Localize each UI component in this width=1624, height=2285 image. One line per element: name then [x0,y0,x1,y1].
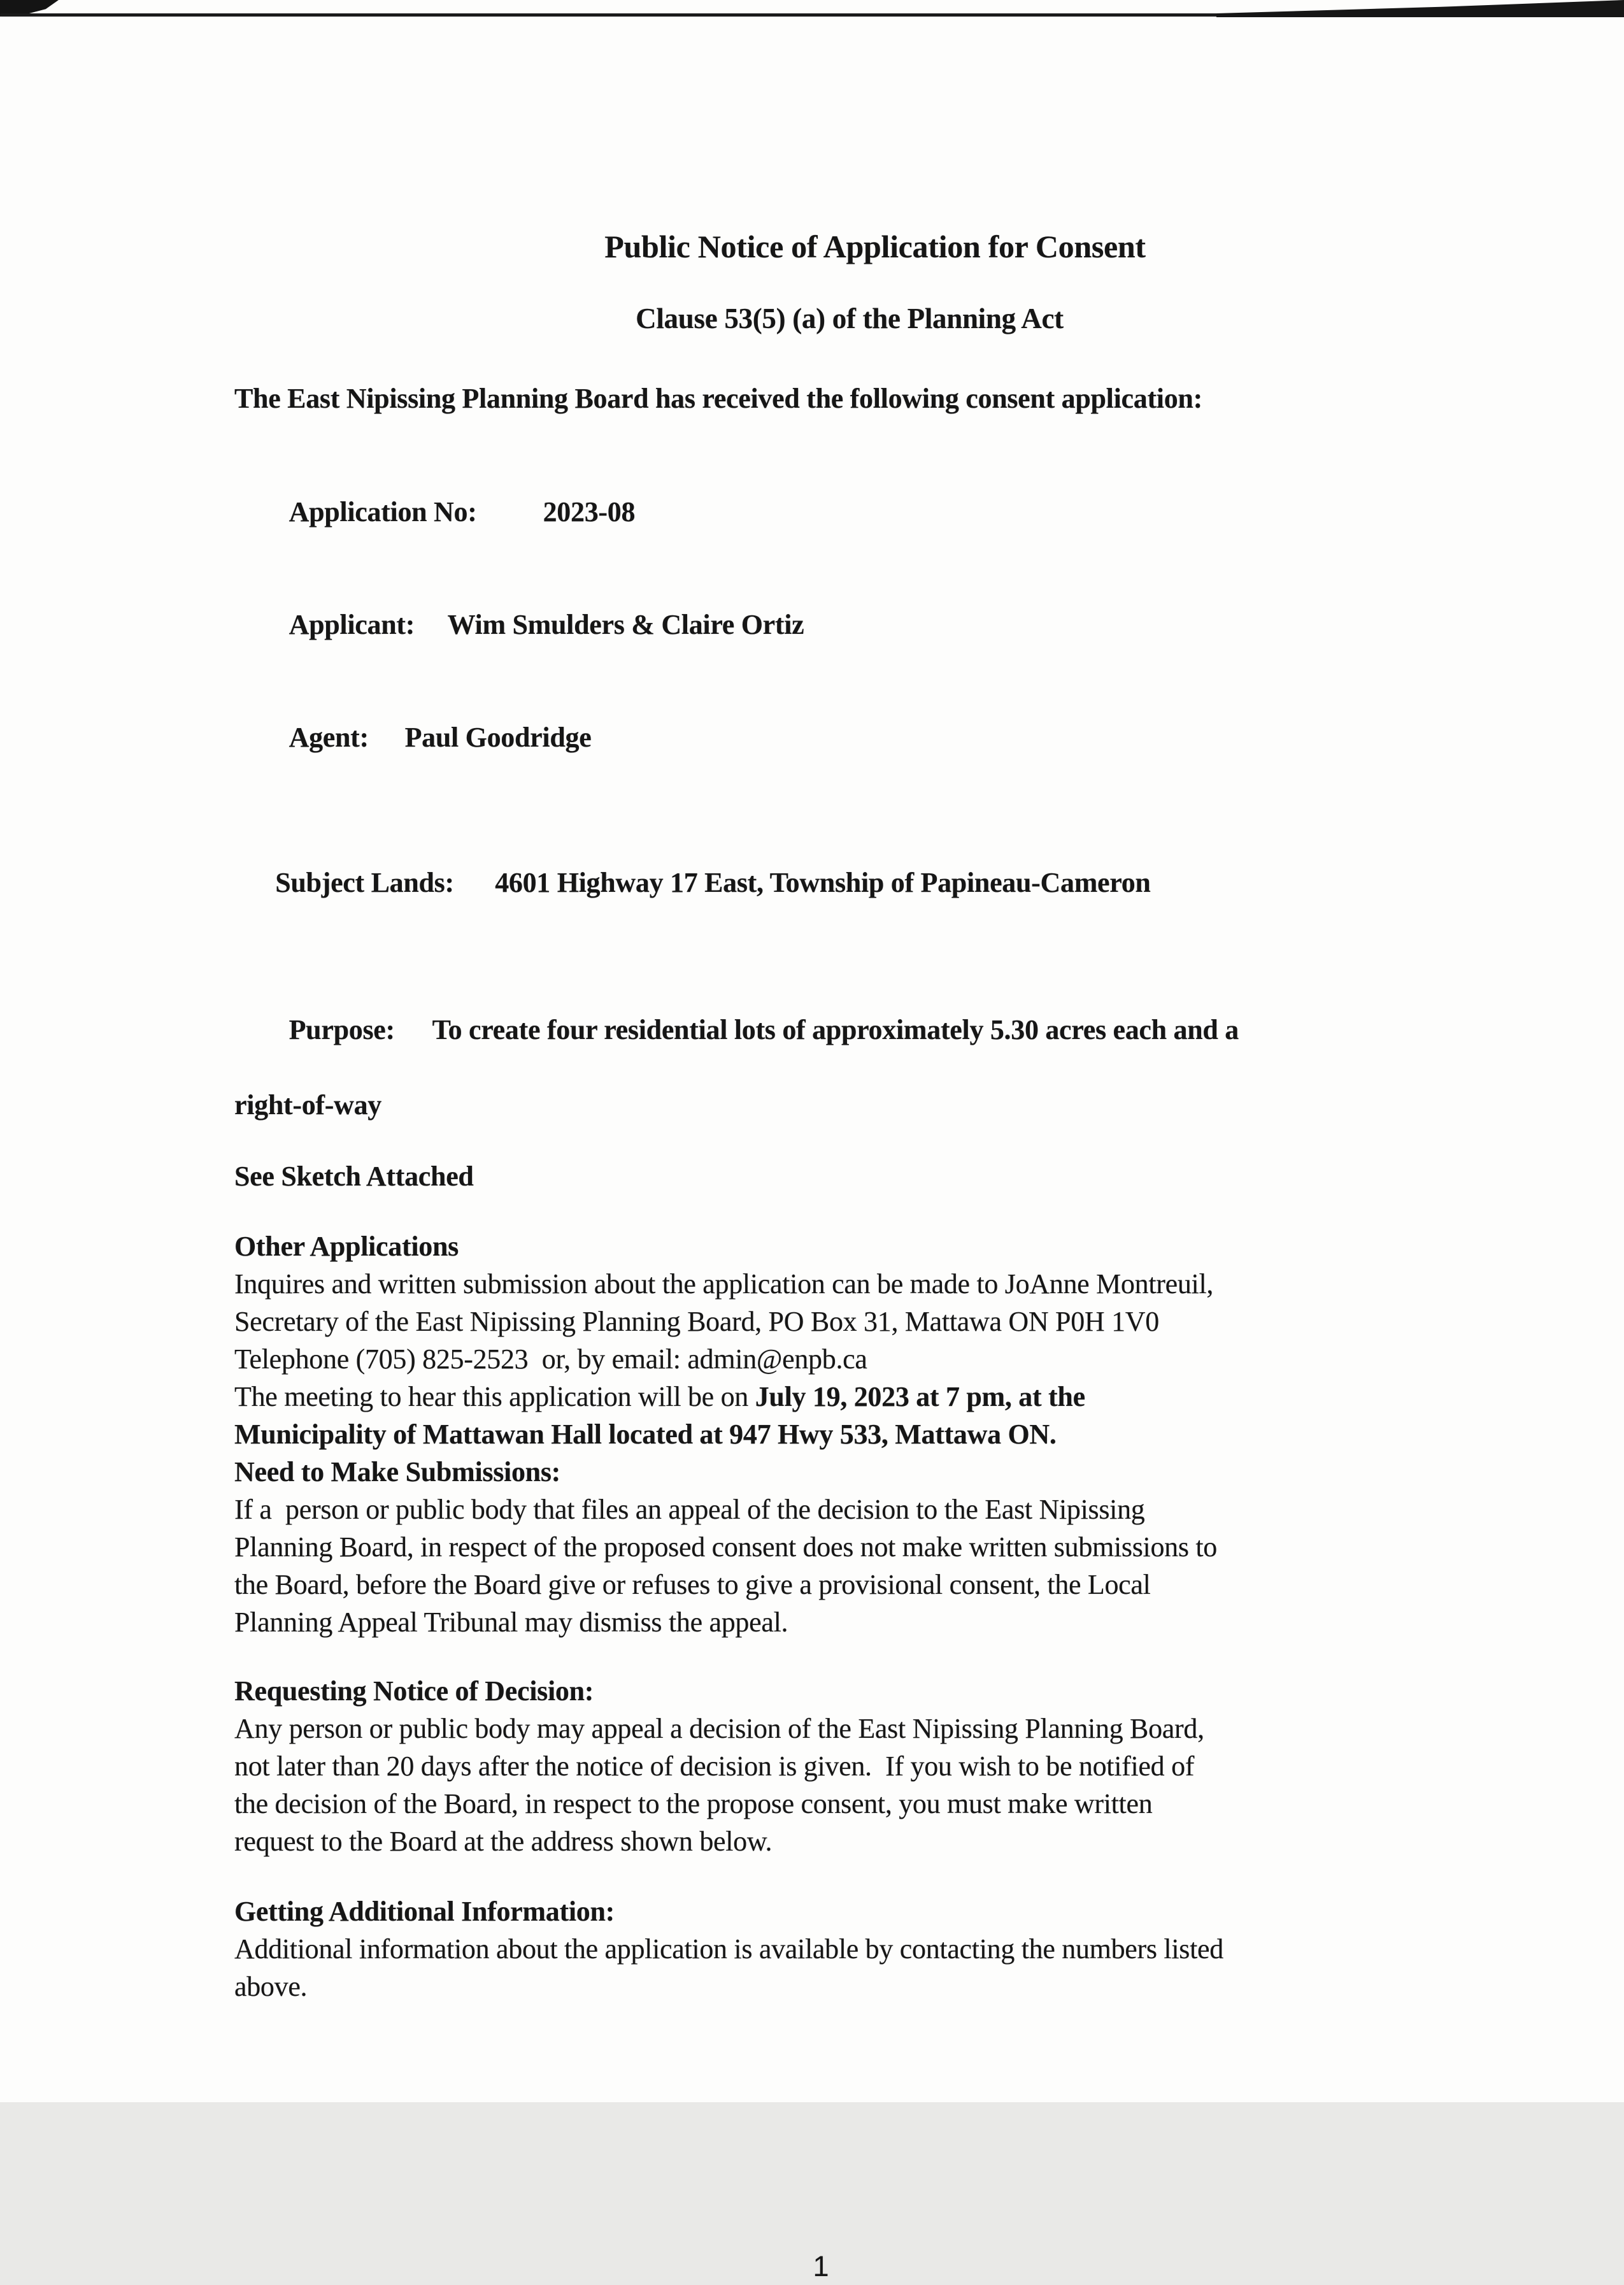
additional-info-line-2: above. [234,1971,308,2002]
page-title: Public Notice of Application for Consent [604,229,1146,264]
additional-info-line-1: Additional information about the application is available by contacting the numbers listed [234,1933,1223,1965]
submissions-line-2: Planning Board, in respect of the proposed consent does not make written submissions to [234,1531,1217,1563]
applicant-label: Applicant: [288,609,415,640]
additional-info-heading: Getting Additional Information: [234,1896,615,1927]
purpose-paragraph [234,973,1407,1124]
subject-lands-label: Subject Lands: [275,867,454,898]
meeting-text-bold: July 19, 2023 at 7 pm, at the [755,1381,1085,1412]
application-no-label: Application No: [288,496,477,527]
see-sketch-line: See Sketch Attached [234,1161,474,1192]
purpose-line-1 [234,973,1407,1086]
purpose-label: Purpose: [288,1014,395,1045]
application-no-row [234,455,1407,568]
meeting-text-regular: The meeting to hear this application will be on [234,1381,755,1412]
subject-lands-value: 4601 Highway 17 East, Township of Papineau-Cameron [495,867,1151,898]
requesting-line-2: not later than 20 days after the notice of decision is given. If you wish to be notified of [234,1751,1195,1782]
requesting-line-4: request to the Board at the address shown below. [234,1826,773,1857]
subject-lands-line [234,826,1407,939]
applicant-row [234,568,1407,681]
contact-line-1: Inquires and written submission about the application can be made to JoAnne Montreuil, [234,1268,1214,1300]
other-applications-heading: Other Applications [234,1231,459,1262]
meeting-line-2: Municipality of Mattawan Hall located at 947 Hwy 533, Mattawa ON. [234,1419,1057,1450]
purpose-value: To create four residential lots of approximately 5.30 acres each and a [432,1014,1239,1045]
need-submissions-heading: Need to Make Submissions: [234,1456,560,1487]
agent-value: Paul Goodridge [404,722,592,753]
intro-line: The East Nipissing Planning Board has received the following consent application: [234,383,1202,414]
page-number: 1 [813,2250,829,2282]
meeting-line-1 [234,1378,1407,1415]
requesting-notice-heading: Requesting Notice of Decision: [234,1675,594,1707]
purpose-line-2: right-of-way [234,1089,382,1121]
requesting-line-3: the decision of the Board, in respect to the propose consent, you must make written [234,1788,1153,1819]
application-no-value: 2023-08 [543,496,636,527]
page-subtitle: Clause 53(5) (a) of the Planning Act [636,303,1064,334]
submissions-line-3: the Board, before the Board give or refuses to give a provisional consent, the Local [234,1569,1151,1600]
agent-row [234,681,1407,794]
application-details [234,455,1407,794]
contact-line-3: Telephone (705) 825-2523 or, by email: admin@enpb.ca [234,1343,867,1375]
requesting-line-1: Any person or public body may appeal a decision of the East Nipissing Planning Board, [234,1713,1204,1744]
contact-line-2: Secretary of the East Nipissing Planning Board, PO Box 31, Mattawa ON P0H 1V0 [234,1306,1159,1337]
agent-label: Agent: [288,722,369,753]
submissions-line-1: If a person or public body that files an appeal of the decision to the East Nipissing [234,1494,1145,1525]
applicant-value: Wim Smulders & Claire Ortiz [447,609,804,640]
submissions-line-4: Planning Appeal Tribunal may dismiss the appeal. [234,1607,788,1638]
